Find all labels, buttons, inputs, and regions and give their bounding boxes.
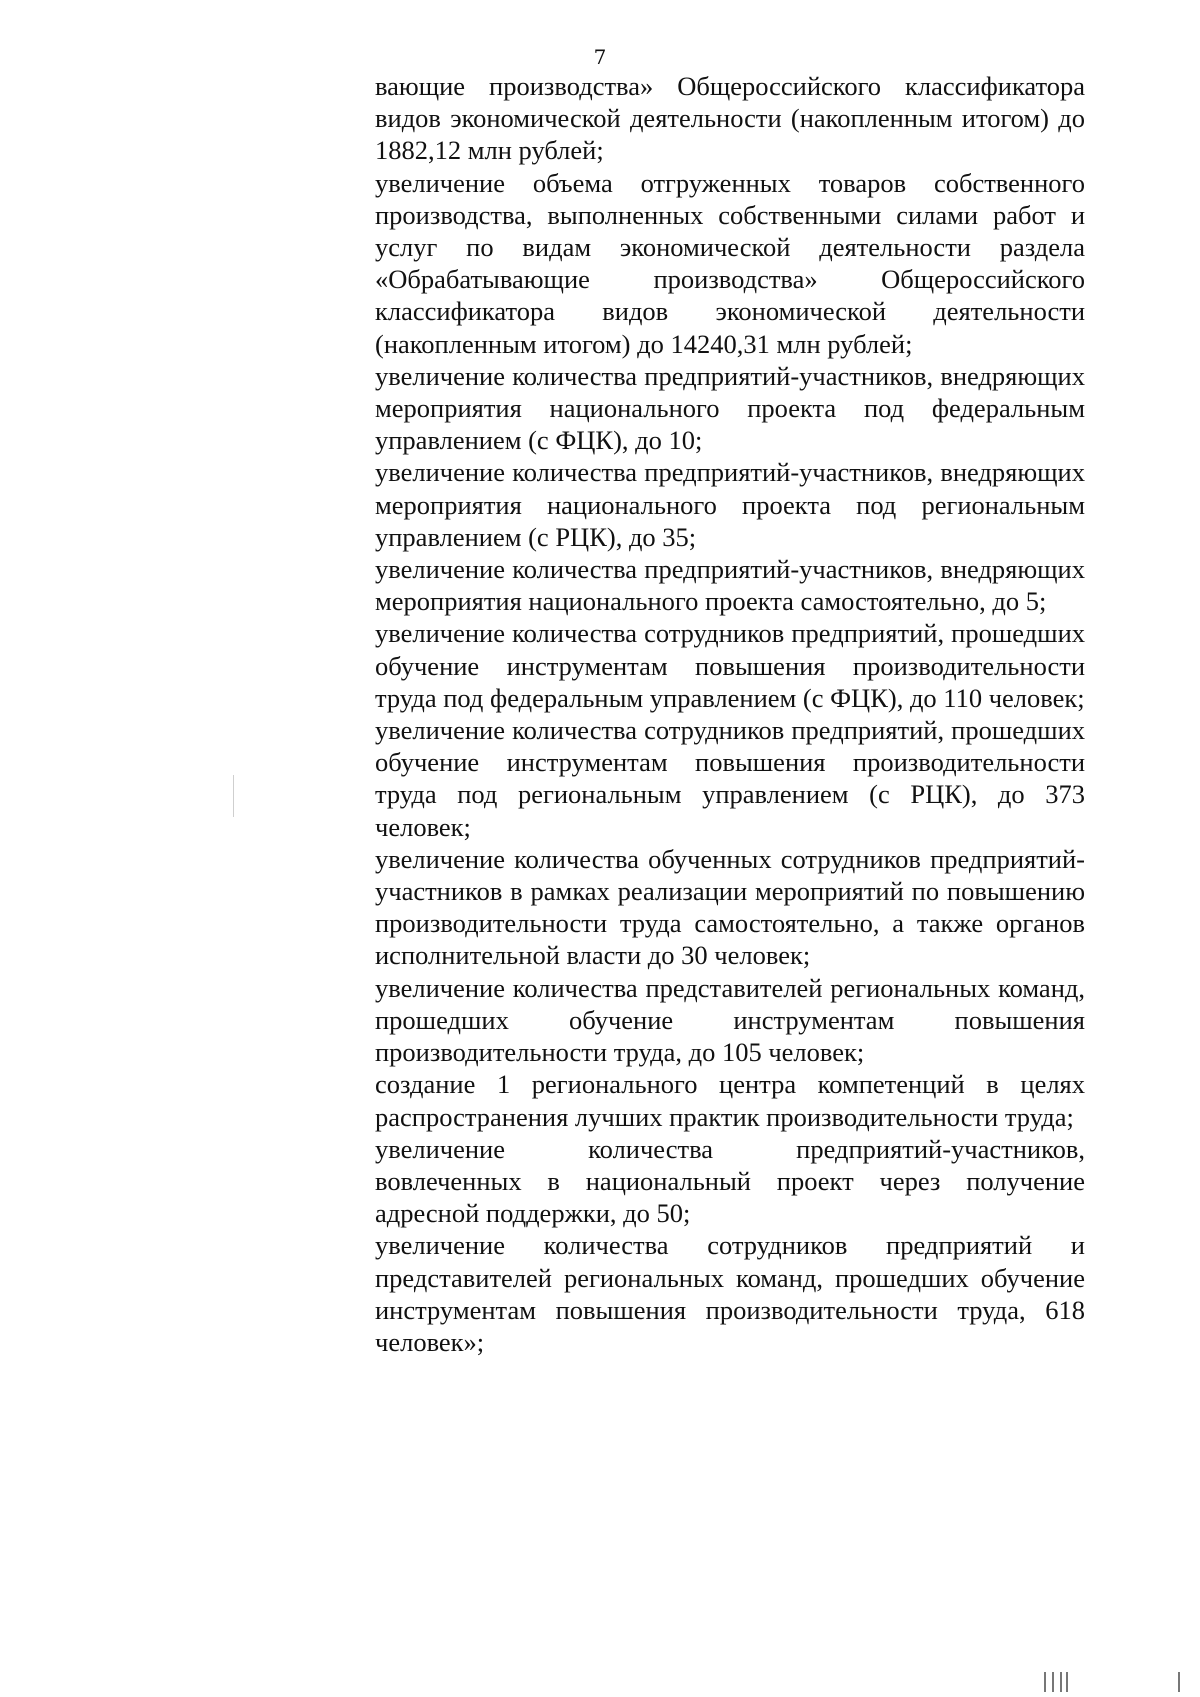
page-number: 7 — [593, 45, 607, 69]
paragraph: увеличение количества предприятий-участников, внедряющих мероприятия национального проекта самостоятельно, до 5; — [375, 554, 1085, 617]
scan-artifact-mark — [1052, 1672, 1054, 1692]
paragraph: увеличение объема отгруженных товаров собственного производства, выполненных собственными силами работ и услуг по видам экономической деятельности раздела «Обрабатывающие производства» Общероссийского классификатора видов экономической деятельности (накопленным итогом) до 14240,31 млн рублей; — [375, 167, 1085, 359]
scan-artifact-line — [233, 775, 234, 817]
paragraph: увеличение количества сотрудников предприятий, прошедших обучение инструментам повышения производительности труда под федеральным управлением (с ФЦК), до 110 человек; — [375, 618, 1085, 713]
paragraph: увеличение количества обученных сотрудников предприятий-участников в рамках реализации мероприятий по повышению производительности труда самостоятельно, а также органов исполнительной власти до 30 человек; — [375, 843, 1085, 971]
paragraph: увеличение количества предприятий-участников, внедряющих мероприятия национального проекта под региональным управлением (с РЦК), до 35; — [375, 457, 1085, 552]
scan-artifact-mark — [1066, 1672, 1068, 1692]
paragraph: увеличение количества предприятий-участников, вовлеченных в национальный проект через получение адресной поддержки, до 50; — [375, 1133, 1085, 1229]
paragraph: увеличение количества представителей региональных команд, прошедших обучение инструментам повышения производительности труда, до 105 человек; — [375, 972, 1085, 1068]
paragraph: создание 1 регионального центра компетенций в целях распространения лучших практик производительности труда; — [375, 1069, 1085, 1132]
scan-artifact-mark — [1178, 1672, 1180, 1692]
document-body — [375, 70, 1085, 1358]
paragraph: увеличение количества сотрудников предприятий и представителей региональных команд, прошедших обучение инструментам повышения производительности труда, 618 человек»; — [375, 1230, 1085, 1357]
paragraph: увеличение количества сотрудников предприятий, прошедших обучение инструментам повышения производительности труда под региональным управлением (с РЦК), до 373 человек; — [375, 715, 1085, 842]
scan-artifact-mark — [1060, 1672, 1062, 1692]
paragraph: увеличение количества предприятий-участников, внедряющих мероприятия национального проекта под федеральным управлением (с ФЦК), до 10; — [375, 360, 1085, 456]
scan-artifact-mark — [1044, 1672, 1046, 1692]
paragraph: вающие производства» Общероссийского классификатора видов экономической деятельности (накопленным итогом) до 1882,12 млн рублей; — [375, 71, 1085, 166]
